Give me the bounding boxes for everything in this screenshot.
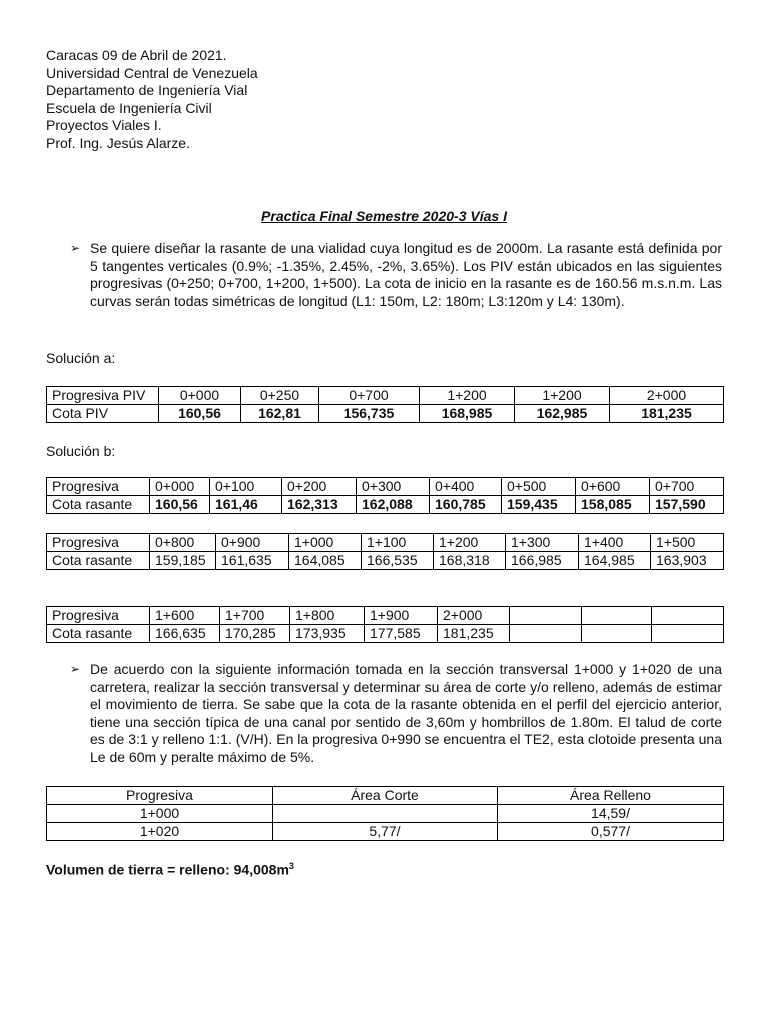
table-cell: 0+000 <box>150 478 210 496</box>
problem-2-text: De acuerdo con la siguiente información tomada en la sección transversal 1+000 y 1+020 de una carretera, realizar la sección transversal y determinar su área de corte y/o relleno, además de estimar el movimiento de tierra. Se sabe que la cota de la rasante obtenida en el perfil del ejercicio anterior, tiene una sección típica de una canal por sentido de 3,60m y hombrillos de 1.80m. El talud de corte es de 3:1 y relleno 1:1. (V/H). En la progresiva 0+990 se encuentra el TE2, esta clotoide presenta una Le de 60m y peralte máximo de 5%. <box>90 661 722 765</box>
document-header <box>46 47 258 152</box>
table-cell: 0+800 <box>150 534 216 552</box>
problem-1-text: Se quiere diseñar la rasante de una vialidad cuya longitud es de 2000m. La rasante está definida por 5 tangentes verticales (0.9%; -1.35%, 2.45%, -2%, 3.65%). Los PIV están ubicados en las siguientes progresivas (0+250; 0+700, 1+200, 1+500). La cota de inicio en la rasante es de 160.56 m.s.n.m. Las curvas serán todas simétricas de longitud (L1: 150m, L2: 180m; L3:120m y L4: 130m). <box>90 240 722 309</box>
table-cell: 2+000 <box>438 607 510 625</box>
table-cell: 162,81 <box>241 405 319 423</box>
table-cell: 1+000 <box>289 534 362 552</box>
table-cell: 161,635 <box>216 552 289 570</box>
table-cell: 168,985 <box>420 405 515 423</box>
table-row <box>47 805 724 823</box>
table-cell: 159,435 <box>502 496 576 514</box>
header-course: Proyectos Viales I. <box>46 117 162 133</box>
table-cell: 168,318 <box>434 552 506 570</box>
table-cell: 164,985 <box>579 552 651 570</box>
table-cell: 1+100 <box>362 534 434 552</box>
header-professor: Prof. Ing. Jesús Alarze. <box>46 134 190 151</box>
table-row <box>47 625 724 643</box>
header-date: Caracas 09 de Abril de 2021. <box>46 47 227 63</box>
table-cell: 1+400 <box>579 534 651 552</box>
table-cell <box>273 805 498 823</box>
arrow-bullet-icon: ➢ <box>70 662 81 676</box>
table-cell: 160,56 <box>159 405 241 423</box>
table-cell: 0+400 <box>430 478 502 496</box>
table-cell: 162,088 <box>357 496 430 514</box>
row-label: Progresiva <box>47 478 150 496</box>
table-row <box>47 823 724 841</box>
table-cell: 164,085 <box>289 552 362 570</box>
table-cell: 166,635 <box>150 625 220 643</box>
table-rasante-3 <box>46 606 724 643</box>
table-cell <box>510 625 582 643</box>
arrow-bullet-icon: ➢ <box>70 241 81 255</box>
table-cell: 0+700 <box>650 478 724 496</box>
table-cell: 1+600 <box>150 607 220 625</box>
table-cell: 0+100 <box>210 478 282 496</box>
table-row <box>47 534 724 552</box>
table-cell: 1+700 <box>220 607 290 625</box>
table-rasante-1 <box>46 477 724 514</box>
table-cell: 163,903 <box>651 552 724 570</box>
table-cell: 173,935 <box>290 625 365 643</box>
table-cell: 0+700 <box>319 387 420 405</box>
row-label: Cota rasante <box>47 552 150 570</box>
table-row <box>47 387 724 405</box>
table-row <box>47 405 724 423</box>
table-cell: 158,085 <box>576 496 650 514</box>
table-cell: 2+000 <box>610 387 724 405</box>
problem-1 <box>70 240 722 310</box>
table-row <box>47 478 724 496</box>
solucion-a-label: Solución a: <box>46 350 116 366</box>
table-cell: 1+200 <box>434 534 506 552</box>
table-cell: 160,56 <box>150 496 210 514</box>
table-row <box>47 552 724 570</box>
table-cell: 1+020 <box>47 823 273 841</box>
volume-exponent: 3 <box>288 861 294 871</box>
document-title: Practica Final Semestre 2020-3 Vías I <box>261 208 507 224</box>
table-cell: 1+500 <box>651 534 724 552</box>
row-label: Progresiva PIV <box>47 387 159 405</box>
table-cell: 0+300 <box>357 478 430 496</box>
table-cell: 156,735 <box>319 405 420 423</box>
table-cell: 5,77/ <box>273 823 498 841</box>
volume-result <box>46 861 294 878</box>
table-cell <box>582 607 652 625</box>
table-cell: 162,985 <box>515 405 610 423</box>
table-cell: 181,235 <box>610 405 724 423</box>
table-cell <box>652 625 724 643</box>
header-university: Universidad Central de Venezuela <box>46 64 258 81</box>
header-department: Departamento de Ingeniería Vial <box>46 82 248 98</box>
table-cell: 14,59/ <box>498 805 724 823</box>
table-cell <box>510 607 582 625</box>
table-cell: 0+900 <box>216 534 289 552</box>
table-cell: 0+000 <box>159 387 241 405</box>
table-cell: 170,285 <box>220 625 290 643</box>
table-cell: 166,985 <box>506 552 579 570</box>
table-cell <box>652 607 724 625</box>
row-label: Cota rasante <box>47 625 150 643</box>
table-cell: 181,235 <box>438 625 510 643</box>
table-cell: 1+200 <box>515 387 610 405</box>
table-cell: 159,185 <box>150 552 216 570</box>
table-cell: 157,590 <box>650 496 724 514</box>
column-header: Área Relleno <box>498 787 724 805</box>
table-cell <box>582 625 652 643</box>
table-cell: 1+900 <box>365 607 438 625</box>
table-cell: 162,313 <box>282 496 357 514</box>
column-header: Progresiva <box>47 787 273 805</box>
table-cell: 161,46 <box>210 496 282 514</box>
row-label: Progresiva <box>47 534 150 552</box>
table-cell: 1+000 <box>47 805 273 823</box>
table-header-row <box>47 787 724 805</box>
table-row <box>47 496 724 514</box>
table-cell: 0+200 <box>282 478 357 496</box>
problem-2 <box>70 661 722 766</box>
table-cell: 1+200 <box>420 387 515 405</box>
table-cell: 0+250 <box>241 387 319 405</box>
table-rasante-2 <box>46 533 724 570</box>
table-cell: 166,535 <box>362 552 434 570</box>
header-school: Escuela de Ingeniería Civil <box>46 99 212 116</box>
table-piv <box>46 386 724 423</box>
row-label: Progresiva <box>47 607 150 625</box>
volume-text: Volumen de tierra = relleno: 94,008m <box>46 861 289 878</box>
row-label: Cota PIV <box>47 405 159 423</box>
table-cell: 0+500 <box>502 478 576 496</box>
table-cell: 0+600 <box>576 478 650 496</box>
table-areas <box>46 786 724 841</box>
row-label: Cota rasante <box>47 496 150 514</box>
table-cell: 0,577/ <box>498 823 724 841</box>
table-cell: 160,785 <box>430 496 502 514</box>
solucion-b-label: Solución b: <box>46 443 116 459</box>
table-row <box>47 607 724 625</box>
table-cell: 177,585 <box>365 625 438 643</box>
column-header: Área Corte <box>273 787 498 805</box>
table-cell: 1+300 <box>506 534 579 552</box>
table-cell: 1+800 <box>290 607 365 625</box>
